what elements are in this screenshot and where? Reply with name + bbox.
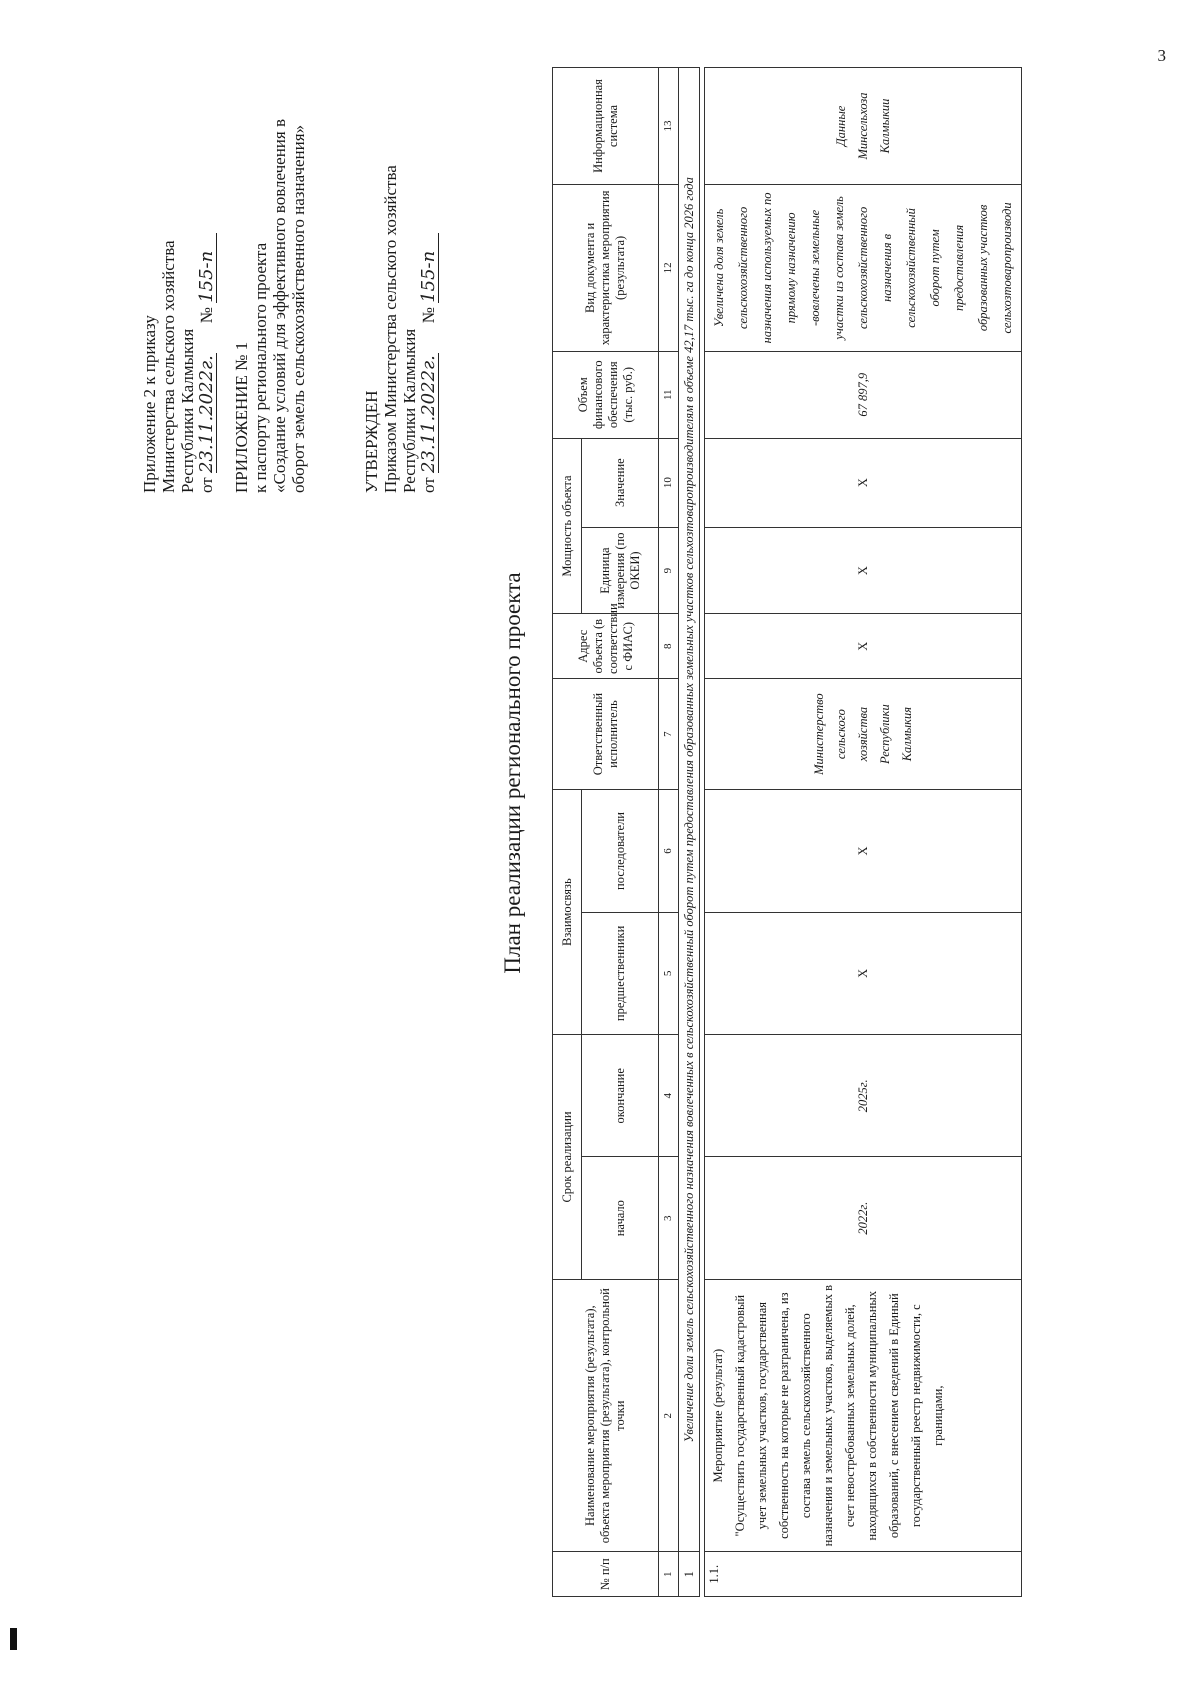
row-address: Х [705, 614, 1022, 679]
row-name-cell [705, 1279, 1022, 1552]
col-number: 4 [659, 1035, 679, 1157]
th-finance: Объем финансового обеспечения (тыс. руб.) [553, 351, 659, 438]
appendix-line2: Министерства сельского хозяйства [159, 240, 178, 493]
row-finance: 67 897,9 [705, 351, 1022, 438]
th-infosys: Информационная система [553, 68, 659, 185]
th-doctype: Вид документа и характеристика мероприятия (результата) [553, 184, 659, 351]
th-capacity: Мощность объекта [553, 438, 582, 614]
th-unit: Единица измерения (по ОКЕИ) [582, 527, 659, 614]
col-number: 6 [659, 790, 679, 912]
approved-from-label: от [419, 477, 438, 493]
column-number-row [659, 68, 679, 1597]
th-address: Адрес объекта (в соответствии с ФИАС) [553, 614, 659, 679]
th-term-start: начало [582, 1157, 659, 1279]
goal-text: Увеличение доли земель сельскохозяйственного назначения вовлеченных в сельскохозяйственный оборот путем предоставления образованных земельных участков сельхозтоваропроизводителям в объеме 42,17 тыс. га до конца 2026 года [679, 68, 700, 1553]
appendix-date-handwritten: 23.11.2022г. [197, 353, 217, 473]
appendix-from-label: от [197, 477, 216, 493]
col-number: 8 [659, 614, 679, 679]
col-number: 2 [659, 1279, 679, 1552]
col-number: 1 [659, 1552, 679, 1597]
th-link-next: последователи [582, 790, 659, 912]
attachment-line2: к паспорту регионального проекта [251, 242, 270, 493]
approved-block [362, 165, 439, 493]
approved-line2: Приказом Министерства сельского хозяйства [381, 165, 400, 493]
approved-line3: Республики Калмыкия [400, 328, 419, 493]
row-label: Мероприятие (результат) [711, 1348, 725, 1483]
row-value: Х [705, 438, 1022, 527]
appendix-line3: Республики Калмыкия [178, 328, 197, 493]
table-row [705, 68, 1022, 1597]
appendix-block [140, 233, 217, 493]
row-doctype: Увеличена доля земель сельскохозяйственного назначения используемых по прямому назначению -вовлечены земельные участки из состава земель сельскохозяйственного назначения в сельскохозяйственный оборот путем предоставления образованных участков сельхозтоваропроизводи [705, 184, 1022, 351]
attachment-line1: ПРИЛОЖЕНИЕ № 1 [232, 341, 251, 493]
th-value: Значение [582, 438, 659, 527]
row-end: 2025г. [705, 1035, 1022, 1157]
page-number: 3 [1157, 46, 1166, 65]
col-number: 7 [659, 678, 679, 789]
plan-table [552, 67, 1022, 1597]
row-start: 2022г. [705, 1157, 1022, 1279]
row-number: 1.1. [705, 1552, 1022, 1597]
appendix-no-label: № [197, 307, 216, 324]
attachment-block [232, 119, 308, 493]
appendix-number-handwritten: 155-п [197, 233, 217, 303]
row-infosys: Данные Минсельхоза Калмыкии [705, 68, 1022, 185]
approved-date-handwritten: 23.11.2022г. [419, 353, 439, 473]
approved-no-label: № [419, 307, 438, 324]
approved-number-handwritten: 155-п [419, 233, 439, 303]
th-responsible: Ответственный исполнитель [553, 678, 659, 789]
attachment-line4: оборот земель сельскохозяйственного назначения» [289, 124, 308, 493]
col-number: 11 [659, 351, 679, 438]
col-number: 13 [659, 68, 679, 185]
row-text: "Осуществить государственный кадастровый учет земельных участков, государственная собственность на которые не разграничена, из состава земель сельскохозяйственного назначения и земельных участков, выделяемых в счет невостребованных земельных долей, находящихся в собственности муниципальных образований, с внесением сведений в Единый государственный реестр недвижимости, с границами, [733, 1284, 945, 1547]
row-unit: Х [705, 527, 1022, 614]
th-link: Взаимосвязь [553, 790, 582, 1035]
row-next: Х [705, 790, 1022, 912]
header-row-1 [553, 68, 582, 1597]
appendix-line1: Приложение 2 к приказу [140, 315, 159, 493]
appendix-date-line [197, 233, 217, 493]
th-no: № п/п [553, 1552, 659, 1597]
row-prev: Х [705, 912, 1022, 1034]
approved-line1: УТВЕРЖДЕН [362, 390, 381, 493]
th-term: Срок реализации [553, 1035, 582, 1280]
th-term-end: окончание [582, 1035, 659, 1157]
col-number: 10 [659, 438, 679, 527]
row-responsible: Министерство сельского хозяйства Республики Калмыкия [705, 678, 1022, 789]
attachment-line3: «Создание условий для эффективного вовлечения в [270, 119, 289, 493]
goal-number: 1 [679, 1552, 700, 1597]
col-number: 3 [659, 1157, 679, 1279]
goal-row [679, 68, 700, 1597]
col-number: 12 [659, 184, 679, 351]
col-number: 5 [659, 912, 679, 1034]
th-link-prev: предшественники [582, 912, 659, 1034]
plan-title: План реализации регионального проекта [500, 572, 525, 974]
approved-date-line [419, 165, 439, 493]
th-name: Наименование мероприятия (результата), объекта мероприятия (результата), контрольной точки [553, 1279, 659, 1552]
col-number: 9 [659, 527, 679, 614]
